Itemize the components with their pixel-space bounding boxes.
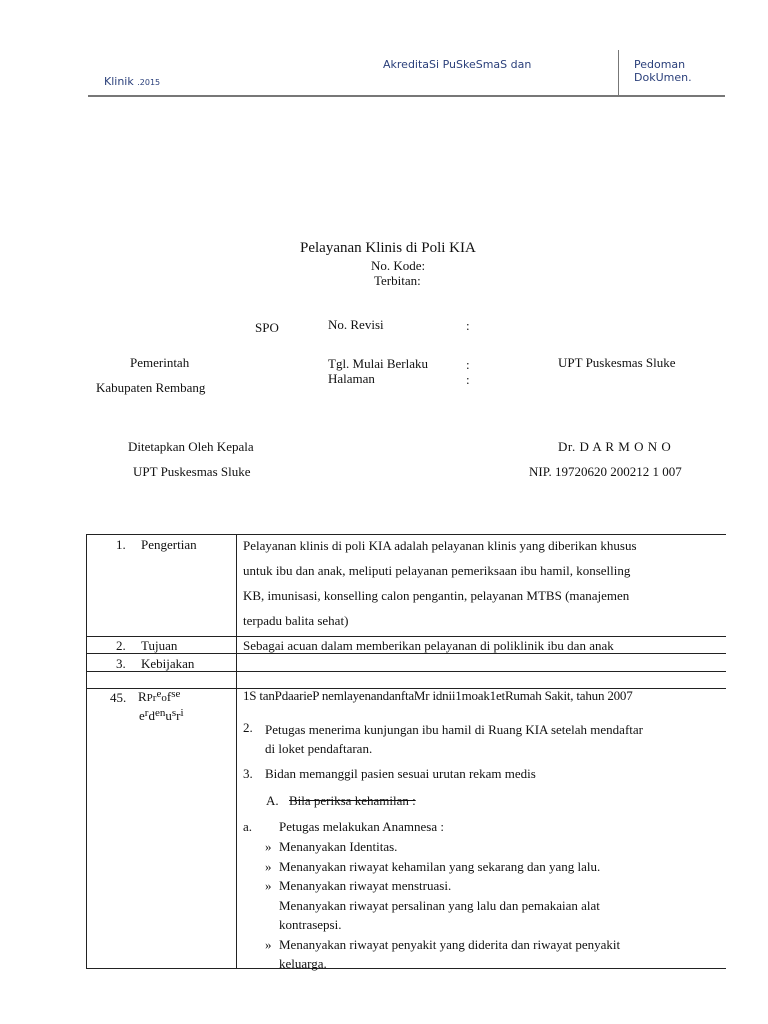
halaman-label: Halaman: [328, 371, 375, 386]
row-label-prosedur: $RPr^eof^{se}$: [138, 688, 181, 704]
header-left-year: .2015: [137, 78, 161, 87]
signature-upt: UPT Puskesmas Sluke: [133, 464, 251, 479]
header-right: [634, 58, 692, 84]
no-kode-label: No. Kode:: [371, 258, 426, 273]
step-number: 2.: [243, 720, 253, 735]
list-item: » Menanyakan riwayat kehamilan yang sekarang dan yang lalu.: [265, 858, 601, 874]
table-left-border: [86, 534, 87, 968]
list-item: kontrasepsi.: [279, 917, 342, 932]
pengertian-line: untuk ibu dan anak, meliputi pelayanan pemeriksaan ibu hamil, konselling: [243, 563, 631, 578]
list-item: » Menanyakan riwayat menstruasi.: [265, 878, 452, 893]
kabupaten-label: Kabupaten Rembang: [96, 380, 206, 395]
sub-a-heading: Bila periksa kehamilan :: [289, 793, 416, 808]
pengertian-line: KB, imunisasi, konselling calon pengantin, pelayanan MTBS (manajemen: [243, 588, 630, 603]
no-revisi-colon: :: [466, 318, 470, 333]
no-revisi-label: No. Revisi: [328, 317, 384, 332]
header-right-line2: DokUmen.: [634, 71, 692, 84]
row-label-tujuan: Tujuan: [141, 638, 178, 653]
row-label-pengertian: Pengertian: [141, 537, 197, 552]
spo-label: SPO: [255, 320, 279, 335]
upt-name: UPT Puskesmas Sluke: [558, 355, 676, 370]
row-number: 2.: [116, 638, 126, 653]
header-left-label: Klinik: [104, 75, 134, 88]
tujuan-text: Sebagai acuan dalam memberikan pelayanan di poliklinik ibu dan anak: [243, 638, 614, 653]
pengertian-text: [243, 533, 637, 633]
document-title: Pelayanan Klinis di Poli KIA: [300, 240, 476, 256]
header-left: [104, 75, 160, 88]
row-label-kebijakan: Kebijakan: [141, 656, 195, 671]
step-number: 3.: [243, 766, 253, 781]
header-right-line1: Pedoman: [634, 58, 686, 71]
list-item: » Menanyakan Identitas.: [265, 839, 398, 854]
row-number: 45.: [110, 690, 127, 705]
header-divider: [618, 50, 619, 96]
row-label-prosedur-line2: $e^rd^{en}u^sr^i$: [139, 707, 184, 723]
item-a-text: Petugas melakukan Anamnesa :: [279, 819, 444, 834]
tgl-mulai-colon: :: [466, 357, 470, 372]
list-item: » Menanyakan riwayat penyakit yang diderita dan riwayat penyakit: [265, 936, 621, 952]
tgl-mulai-label: Tgl. Mulai Berlaku: [328, 356, 429, 371]
row-number: 3.: [116, 656, 126, 671]
header-rule: [88, 95, 725, 97]
list-item: keluarga.: [279, 956, 327, 971]
table-column-divider: [236, 534, 237, 968]
pengertian-line: terpadu balita sehat): [243, 613, 349, 628]
list-item: Menanyakan riwayat persalinan yang lalu dan pemakaian alat: [279, 897, 600, 913]
table-row-border: [86, 636, 726, 637]
prosedur-step-1: 1S tanPdaarieP nemlayenandanftaMr idnii1moak1etRumah Sakit, tahun 2007: [243, 688, 633, 703]
row-number: 1.: [116, 537, 126, 552]
signatory-nip: NIP. 19720620 200212 1 007: [529, 464, 682, 479]
sub-a-label: A.: [266, 793, 279, 808]
item-a-label: a.: [243, 819, 253, 834]
prosedur-step-2: Petugas menerima kunjungan ibu hamil di Ruang KIA setelah mendaftar di loket pendaftaran.: [265, 722, 643, 756]
halaman-colon: :: [466, 372, 470, 387]
signatory-name: Dr. D A R M O N O: [558, 439, 672, 454]
terbitan-label: Terbitan:: [374, 273, 421, 288]
anamnesa-list: [265, 837, 620, 974]
pengertian-line: Pelayanan klinis di poli KIA adalah pelayanan klinis yang diberikan khusus: [243, 538, 637, 553]
prosedur-step-3: Bidan memanggil pasien sesuai urutan rekam medis: [265, 766, 536, 781]
header-center-title: AkreditaSi PuSkeSmaS dan: [383, 58, 532, 71]
pemerintah-label: Pemerintah: [130, 355, 190, 370]
ditetapkan-label: Ditetapkan Oleh Kepala: [128, 439, 254, 454]
